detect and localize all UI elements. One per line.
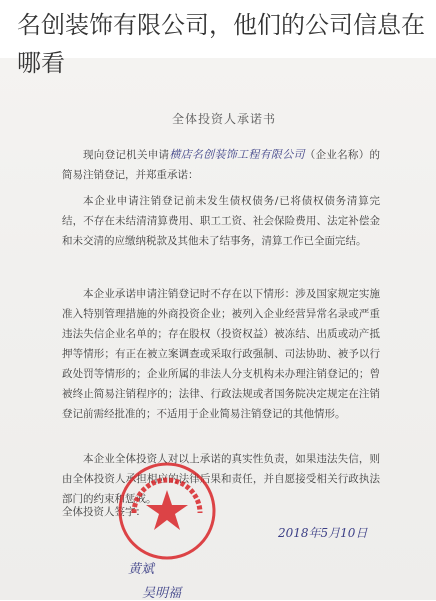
signature-2: 吴明福 — [142, 586, 182, 601]
signature-1: 黄斌 — [128, 562, 155, 577]
document-photo — [0, 58, 436, 600]
paragraph-1: 本企业申请注销登记前未发生债权债务/已将债权债务清算完结，不存在未结清清算费用、职工工资、社会保险费用、法定补偿金和未交清的应缴纳税款及其他未了结事务，清算工作已全面完结。 — [62, 195, 380, 247]
intro-suffix: （企业名称）的简易注销登记，并郑重承诺： — [62, 149, 381, 181]
page-headline: 名创装饰有限公司，他们的公司信息在哪看 — [17, 11, 425, 77]
signature-label: 全体投资人签字： — [62, 506, 146, 518]
intro-paragraph — [62, 145, 380, 185]
intro-prefix: 现向登记机关申请 — [83, 149, 170, 161]
document-title: 全体投资人承诺书 — [172, 112, 277, 126]
paragraph-3: 本企业全体投资人对以上承诺的真实性负责，如果违法失信，则由全体投资人承担相应的法律后果和责任，并自愿接受相关行政执法部门的约束和惩戒。 — [62, 453, 380, 505]
paragraph-2: 本企业承诺申请注销登记时不存在以下情形：涉及国家规定实施准入特别管理措施的外商投资企业；被列入企业经营异常名录或严重违法失信企业名单的；存在股权（投资权益）被冻结、出质或动产抵押等情形；有正在被立案调查或采取行政强制、司法协助、被予以行政处罚等情形的；企业所属的非法人分支机构未办理注销登记的；曾被终止简易注销程序的；法律、行政法规或者国务院决定规定在注销登记前需经批准的；不适用于企业简易注销登记的其他情形。 — [62, 288, 380, 420]
company-seal-stamp — [116, 460, 218, 562]
handwritten-date: 2018年5月10日 — [278, 526, 368, 540]
company-name-handwritten: 横店名创装饰工程有限公司 — [169, 148, 305, 161]
